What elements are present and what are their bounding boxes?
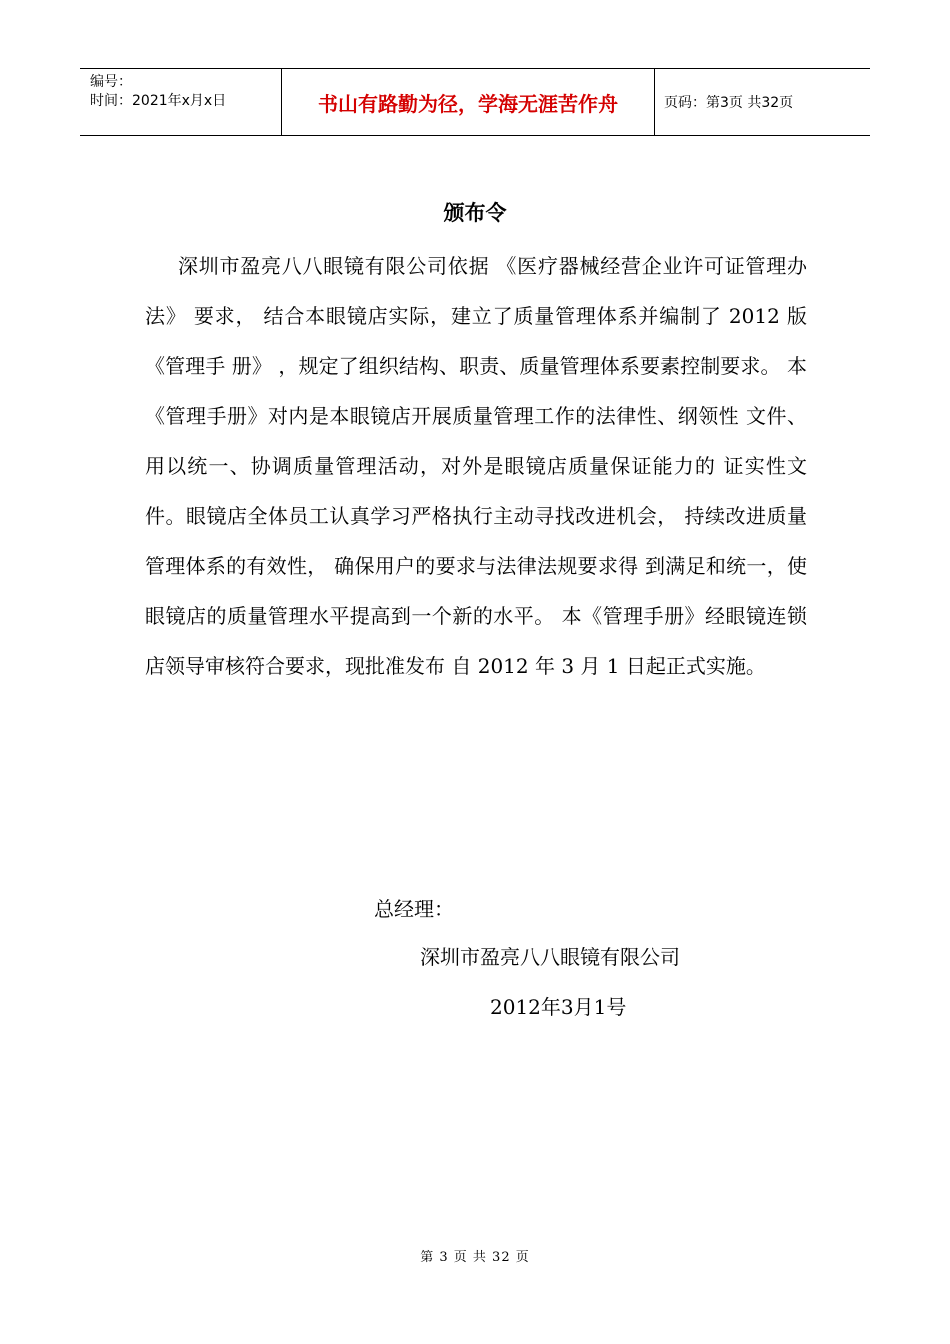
header-page-cell: [655, 69, 870, 135]
document-time-label: 时间：2021年x月x日: [90, 93, 227, 109]
document-header: [80, 68, 870, 136]
header-meta-cell: [80, 69, 281, 135]
header-motto-cell: [281, 69, 655, 135]
document-body-paragraph: 深圳市盈亮八八眼镜有限公司依据 《医疗器械经营企业许可证管理办法》 要求， 结合本眼镜店实际，建立了质量管理体系并编制了 2012 版《管理手 册》 ，规定了组织结构、职责、质量管理体系要素控制要求。 本《管理手册》对内是本眼镜店开展质量管理工作的法律性、纲领性 文件、用以统一、协调质量管理活动，对外是眼镜店质量保证能力的 证实性文件。眼镜店全体员工认真学习严格执行主动寻找改进机会， 持续改进质量管理体系的有效性， 确保用户的要求与法律法规要求得 到满足和统一，使眼镜店的质量管理水平提高到一个新的水平。 本《管理手册》经眼镜连锁店领导审核符合要求，现批准发布 自 2012 年 3 月 1 日起正式实施。: [145, 254, 807, 678]
general-manager-label: 总经理：: [374, 897, 454, 921]
signature-company: 深圳市盈亮八八眼镜有限公司: [420, 945, 680, 969]
header-motto: 书山有路勤为径，学海无涯苦作舟: [318, 91, 618, 116]
header-page-info: 页码：第3页 共32页: [664, 95, 794, 111]
document-title: 颁布令: [443, 200, 507, 225]
signature-date: 2012年3月1号: [490, 995, 627, 1019]
document-code-label: 编号：: [90, 74, 132, 90]
page-footer: 第 3 页 共 32 页: [420, 1250, 530, 1265]
